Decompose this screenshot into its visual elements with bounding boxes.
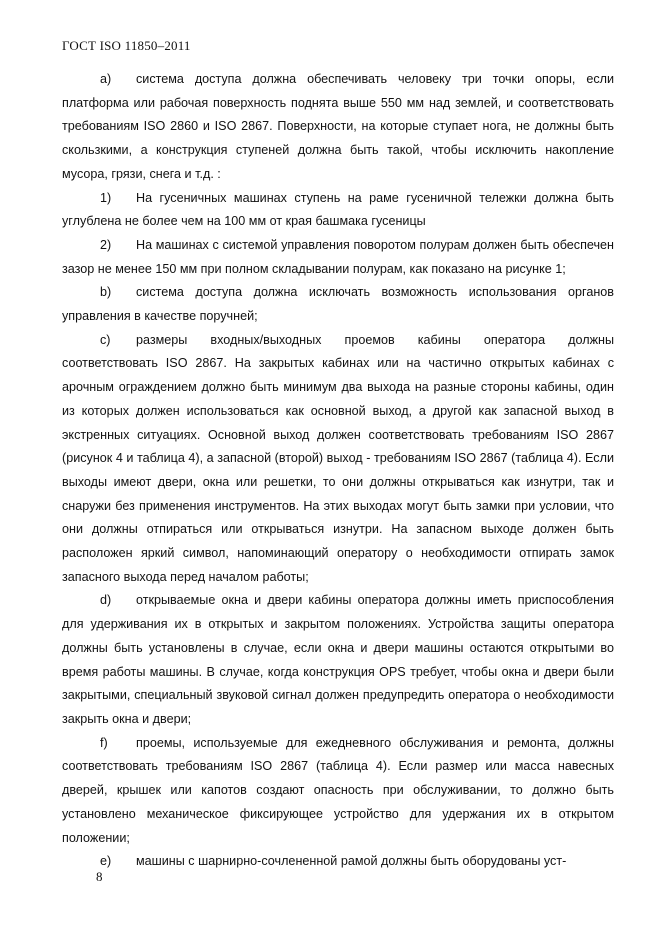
item-marker: 1) bbox=[100, 190, 112, 205]
item-marker: e) bbox=[100, 854, 112, 869]
list-item-a bbox=[62, 68, 614, 187]
item-text: система доступа должна исключать возможность использования органов управления в качестве поручней; bbox=[62, 285, 614, 324]
item-marker: b) bbox=[100, 285, 112, 300]
page-number: 8 bbox=[96, 869, 103, 884]
item-text: система доступа должна обеспечивать человеку три точки опоры, если платформа или рабочая поверхность поднята выше 550 мм над землей, и соответствовать требованиям ISO 2860 и ISO 2867. Поверхности, на которые ступает нога, не должны быть скользкими, а конструкция ступеней должна быть такой, чтобы исключить накопление мусора, грязи, снега и т.д. : bbox=[62, 72, 614, 181]
item-marker: f) bbox=[100, 735, 108, 750]
document-header: ГОСТ ISO 11850–2011 bbox=[62, 38, 191, 53]
list-item-1 bbox=[62, 187, 614, 234]
item-marker: c) bbox=[100, 332, 111, 347]
item-marker: a) bbox=[100, 72, 112, 86]
item-text: машины с шарнирно-сочлененной рамой должны быть оборудованы уст- bbox=[136, 854, 567, 869]
list-item-f bbox=[62, 732, 614, 851]
item-text: На гусеничных машинах ступень на раме гусеничной тележки должна быть углублена не более чем на 100 мм от края башмака гусеницы bbox=[62, 190, 614, 229]
item-marker: 2) bbox=[100, 237, 112, 252]
list-item-b bbox=[62, 281, 614, 328]
list-item-d bbox=[62, 589, 614, 731]
item-text: проемы, используемые для ежедневного обслуживания и ремонта, должны соответствовать требованиям ISO 2867 (таблица 4). Если размер или масса навесных дверей, крышек или капотов создают опасность при обслуживании, то должно быть установлено механическое фиксирующее устройство для удержания их в открытом положении; bbox=[62, 735, 614, 845]
document-body bbox=[62, 68, 614, 874]
item-marker: d) bbox=[100, 593, 112, 608]
item-text: размеры входных/выходных проемов кабины оператора должны соответствовать ISO 2867. На закрытых кабинах или на частично открытых кабинах с арочным ограждением должно быть минимум два выхода на разные стороны кабины, один из которых должен использоваться как основной выход, а другой как запасной выход в экстренных ситуациях. Основной выход должен соответствовать требованиям ISO 2867 (рисунок 4 и таблица 4), а запасной (второй) выход - требованиям ISO 2867 (таблица 4). Если выходы имеют двери, окна или решетки, то они должны открываться как изнутри, так и снаружи без применения инструментов. На этих выходах могут быть замки при условии, что они должны отпираться или открываться изнутри. На запасном выходе должен быть расположен яркий символ, напоминающий оператору о необходимости отпирать замок запасного выхода перед началом работы; bbox=[62, 332, 614, 584]
list-item-c bbox=[62, 329, 614, 590]
item-text: открываемые окна и двери кабины оператора должны иметь приспособления для удерживания их в открытых и закрытом положениях. Устройства защиты оператора должны быть установлены в случае, если окна и двери машины остаются открытыми во время работы машины. В случае, когда конструкция OPS требует, чтобы окна и двери были закрытыми, специальный звуковой сигнал должен предупредить оператора о необходимости закрыть окна и двери; bbox=[62, 593, 614, 726]
list-item-2 bbox=[62, 234, 614, 281]
item-text: На машинах с системой управления поворотом полурам должен быть обеспечен зазор не менее 150 мм при полном складывании полурам, как показано на рисунке 1; bbox=[62, 237, 614, 276]
list-item-e bbox=[62, 850, 614, 874]
